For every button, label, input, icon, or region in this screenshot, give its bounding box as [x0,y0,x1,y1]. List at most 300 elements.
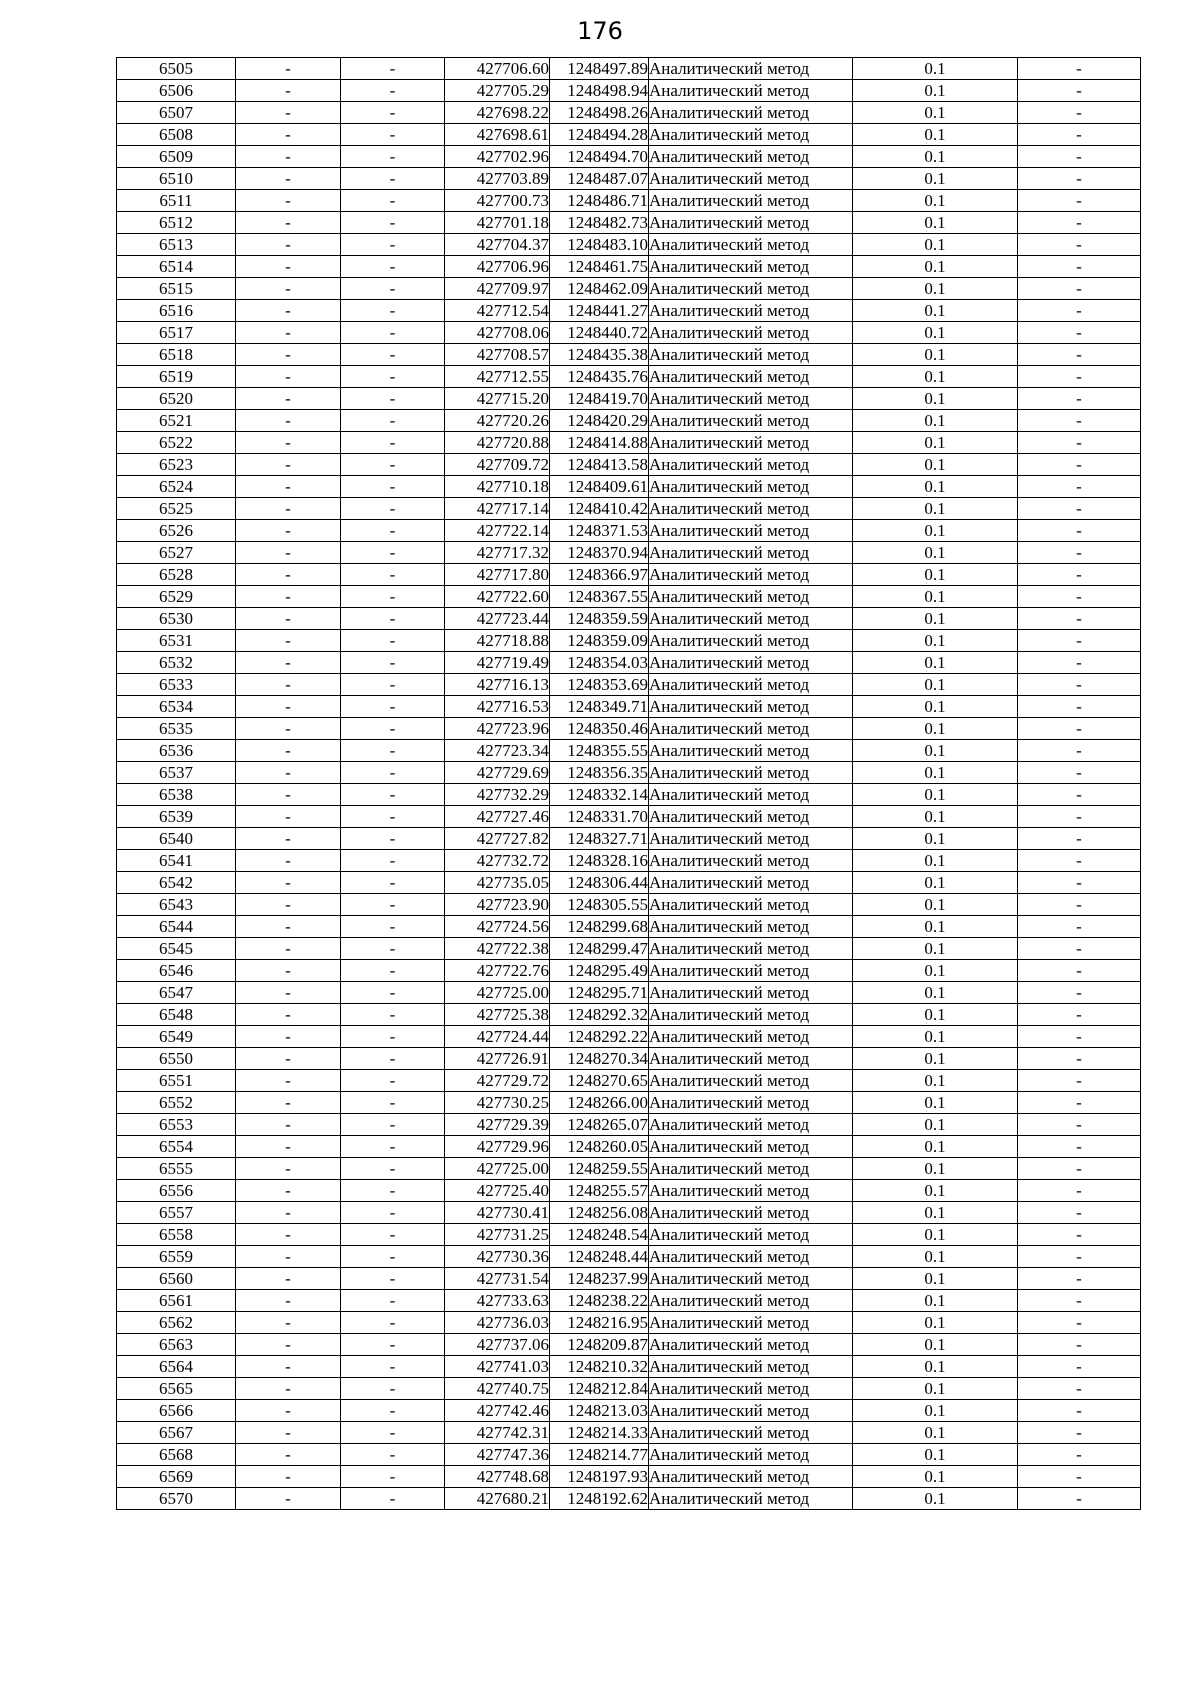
accuracy-cell: 0.1 [853,1114,1018,1136]
table-row [117,388,1141,410]
empty-cell-2: - [236,124,341,146]
accuracy-cell: 0.1 [853,1158,1018,1180]
accuracy-cell: 0.1 [853,344,1018,366]
y-coordinate-cell: 1248210.32 [550,1356,649,1378]
x-coordinate-cell: 427722.14 [445,520,550,542]
y-coordinate-cell: 1248494.70 [550,146,649,168]
y-coordinate-cell: 1248248.44 [550,1246,649,1268]
empty-cell-3: - [341,190,445,212]
point-number-cell: 6544 [117,916,236,938]
method-cell: Аналитический метод [649,1136,853,1158]
x-coordinate-cell: 427723.90 [445,894,550,916]
point-number-cell: 6535 [117,718,236,740]
empty-cell-2: - [236,1444,341,1466]
empty-cell-8: - [1018,80,1141,102]
empty-cell-8: - [1018,344,1141,366]
empty-cell-3: - [341,652,445,674]
x-coordinate-cell: 427715.20 [445,388,550,410]
empty-cell-8: - [1018,168,1141,190]
accuracy-cell: 0.1 [853,1246,1018,1268]
empty-cell-2: - [236,1356,341,1378]
accuracy-cell: 0.1 [853,1312,1018,1334]
empty-cell-3: - [341,322,445,344]
accuracy-cell: 0.1 [853,1180,1018,1202]
table-row [117,652,1141,674]
table-row [117,762,1141,784]
table-row [117,278,1141,300]
point-number-cell: 6559 [117,1246,236,1268]
empty-cell-8: - [1018,740,1141,762]
y-coordinate-cell: 1248486.71 [550,190,649,212]
x-coordinate-cell: 427705.29 [445,80,550,102]
method-cell: Аналитический метод [649,718,853,740]
empty-cell-8: - [1018,388,1141,410]
y-coordinate-cell: 1248332.14 [550,784,649,806]
y-coordinate-cell: 1248299.68 [550,916,649,938]
accuracy-cell: 0.1 [853,58,1018,80]
table-row [117,432,1141,454]
accuracy-cell: 0.1 [853,916,1018,938]
y-coordinate-cell: 1248462.09 [550,278,649,300]
table-row [117,564,1141,586]
empty-cell-3: - [341,806,445,828]
table-row [117,850,1141,872]
y-coordinate-cell: 1248331.70 [550,806,649,828]
empty-cell-8: - [1018,1158,1141,1180]
empty-cell-2: - [236,300,341,322]
method-cell: Аналитический метод [649,344,853,366]
y-coordinate-cell: 1248213.03 [550,1400,649,1422]
point-number-cell: 6508 [117,124,236,146]
accuracy-cell: 0.1 [853,608,1018,630]
point-number-cell: 6526 [117,520,236,542]
empty-cell-8: - [1018,784,1141,806]
method-cell: Аналитический метод [649,454,853,476]
empty-cell-3: - [341,1202,445,1224]
method-cell: Аналитический метод [649,168,853,190]
empty-cell-3: - [341,608,445,630]
y-coordinate-cell: 1248349.71 [550,696,649,718]
empty-cell-2: - [236,1070,341,1092]
empty-cell-2: - [236,960,341,982]
x-coordinate-cell: 427720.26 [445,410,550,432]
method-cell: Аналитический метод [649,300,853,322]
table-row [117,1444,1141,1466]
empty-cell-8: - [1018,674,1141,696]
table-row [117,982,1141,1004]
y-coordinate-cell: 1248295.49 [550,960,649,982]
accuracy-cell: 0.1 [853,960,1018,982]
method-cell: Аналитический метод [649,1444,853,1466]
table-row [117,366,1141,388]
y-coordinate-cell: 1248461.75 [550,256,649,278]
x-coordinate-cell: 427740.75 [445,1378,550,1400]
x-coordinate-cell: 427702.96 [445,146,550,168]
table-row [117,1026,1141,1048]
empty-cell-8: - [1018,762,1141,784]
method-cell: Аналитический метод [649,498,853,520]
point-number-cell: 6553 [117,1114,236,1136]
y-coordinate-cell: 1248260.05 [550,1136,649,1158]
table-row [117,674,1141,696]
empty-cell-2: - [236,718,341,740]
x-coordinate-cell: 427741.03 [445,1356,550,1378]
table-row [117,1246,1141,1268]
empty-cell-2: - [236,1202,341,1224]
table-row [117,1114,1141,1136]
empty-cell-2: - [236,784,341,806]
empty-cell-2: - [236,146,341,168]
x-coordinate-cell: 427723.34 [445,740,550,762]
method-cell: Аналитический метод [649,102,853,124]
empty-cell-2: - [236,1048,341,1070]
x-coordinate-cell: 427712.54 [445,300,550,322]
empty-cell-3: - [341,1422,445,1444]
empty-cell-8: - [1018,102,1141,124]
method-cell: Аналитический метод [649,696,853,718]
accuracy-cell: 0.1 [853,674,1018,696]
x-coordinate-cell: 427706.60 [445,58,550,80]
empty-cell-2: - [236,212,341,234]
method-cell: Аналитический метод [649,1488,853,1510]
empty-cell-8: - [1018,410,1141,432]
point-number-cell: 6506 [117,80,236,102]
x-coordinate-cell: 427698.22 [445,102,550,124]
y-coordinate-cell: 1248192.62 [550,1488,649,1510]
empty-cell-8: - [1018,1466,1141,1488]
method-cell: Аналитический метод [649,1466,853,1488]
empty-cell-3: - [341,1246,445,1268]
accuracy-cell: 0.1 [853,1444,1018,1466]
accuracy-cell: 0.1 [853,498,1018,520]
empty-cell-2: - [236,674,341,696]
y-coordinate-cell: 1248270.34 [550,1048,649,1070]
y-coordinate-cell: 1248494.28 [550,124,649,146]
x-coordinate-cell: 427724.44 [445,1026,550,1048]
y-coordinate-cell: 1248299.47 [550,938,649,960]
table-row [117,630,1141,652]
empty-cell-8: - [1018,1422,1141,1444]
point-number-cell: 6510 [117,168,236,190]
x-coordinate-cell: 427724.56 [445,916,550,938]
point-number-cell: 6514 [117,256,236,278]
point-number-cell: 6512 [117,212,236,234]
empty-cell-8: - [1018,1224,1141,1246]
empty-cell-2: - [236,1466,341,1488]
point-number-cell: 6547 [117,982,236,1004]
point-number-cell: 6541 [117,850,236,872]
empty-cell-8: - [1018,366,1141,388]
method-cell: Аналитический метод [649,1356,853,1378]
empty-cell-3: - [341,938,445,960]
x-coordinate-cell: 427727.46 [445,806,550,828]
method-cell: Аналитический метод [649,124,853,146]
x-coordinate-cell: 427680.21 [445,1488,550,1510]
accuracy-cell: 0.1 [853,80,1018,102]
empty-cell-8: - [1018,1444,1141,1466]
y-coordinate-cell: 1248216.95 [550,1312,649,1334]
point-number-cell: 6562 [117,1312,236,1334]
method-cell: Аналитический метод [649,410,853,432]
empty-cell-8: - [1018,1488,1141,1510]
method-cell: Аналитический метод [649,1334,853,1356]
point-number-cell: 6545 [117,938,236,960]
table-body [117,58,1141,1510]
accuracy-cell: 0.1 [853,410,1018,432]
point-number-cell: 6552 [117,1092,236,1114]
x-coordinate-cell: 427730.41 [445,1202,550,1224]
empty-cell-3: - [341,718,445,740]
point-number-cell: 6569 [117,1466,236,1488]
y-coordinate-cell: 1248419.70 [550,388,649,410]
point-number-cell: 6567 [117,1422,236,1444]
point-number-cell: 6507 [117,102,236,124]
empty-cell-3: - [341,1114,445,1136]
table-row [117,1400,1141,1422]
point-number-cell: 6522 [117,432,236,454]
table-row [117,894,1141,916]
y-coordinate-cell: 1248420.29 [550,410,649,432]
x-coordinate-cell: 427733.63 [445,1290,550,1312]
accuracy-cell: 0.1 [853,564,1018,586]
empty-cell-2: - [236,1400,341,1422]
point-number-cell: 6558 [117,1224,236,1246]
x-coordinate-cell: 427710.18 [445,476,550,498]
point-number-cell: 6568 [117,1444,236,1466]
accuracy-cell: 0.1 [853,740,1018,762]
table-row [117,498,1141,520]
y-coordinate-cell: 1248255.57 [550,1180,649,1202]
x-coordinate-cell: 427717.80 [445,564,550,586]
empty-cell-8: - [1018,432,1141,454]
method-cell: Аналитический метод [649,586,853,608]
method-cell: Аналитический метод [649,58,853,80]
x-coordinate-cell: 427730.36 [445,1246,550,1268]
empty-cell-8: - [1018,1378,1141,1400]
empty-cell-3: - [341,300,445,322]
y-coordinate-cell: 1248256.08 [550,1202,649,1224]
y-coordinate-cell: 1248295.71 [550,982,649,1004]
point-number-cell: 6530 [117,608,236,630]
table-row [117,124,1141,146]
table-row [117,608,1141,630]
empty-cell-3: - [341,1334,445,1356]
empty-cell-3: - [341,542,445,564]
table-row [117,784,1141,806]
y-coordinate-cell: 1248441.27 [550,300,649,322]
empty-cell-8: - [1018,1136,1141,1158]
empty-cell-8: - [1018,1114,1141,1136]
table-row [117,828,1141,850]
empty-cell-2: - [236,850,341,872]
y-coordinate-cell: 1248292.22 [550,1026,649,1048]
empty-cell-2: - [236,1092,341,1114]
table-row [117,58,1141,80]
empty-cell-3: - [341,1488,445,1510]
point-number-cell: 6529 [117,586,236,608]
empty-cell-2: - [236,1026,341,1048]
method-cell: Аналитический метод [649,1378,853,1400]
method-cell: Аналитический метод [649,960,853,982]
method-cell: Аналитический метод [649,1202,853,1224]
accuracy-cell: 0.1 [853,1400,1018,1422]
y-coordinate-cell: 1248248.54 [550,1224,649,1246]
empty-cell-2: - [236,322,341,344]
empty-cell-3: - [341,1026,445,1048]
method-cell: Аналитический метод [649,322,853,344]
empty-cell-8: - [1018,1070,1141,1092]
point-number-cell: 6561 [117,1290,236,1312]
method-cell: Аналитический метод [649,366,853,388]
method-cell: Аналитический метод [649,630,853,652]
x-coordinate-cell: 427700.73 [445,190,550,212]
accuracy-cell: 0.1 [853,432,1018,454]
accuracy-cell: 0.1 [853,1356,1018,1378]
x-coordinate-cell: 427709.72 [445,454,550,476]
table-row [117,212,1141,234]
method-cell: Аналитический метод [649,1312,853,1334]
table-row [117,916,1141,938]
x-coordinate-cell: 427712.55 [445,366,550,388]
empty-cell-3: - [341,366,445,388]
empty-cell-8: - [1018,718,1141,740]
empty-cell-2: - [236,1312,341,1334]
accuracy-cell: 0.1 [853,520,1018,542]
table-row [117,1180,1141,1202]
method-cell: Аналитический метод [649,1026,853,1048]
table-row [117,410,1141,432]
empty-cell-8: - [1018,322,1141,344]
table-row [117,300,1141,322]
x-coordinate-cell: 427722.60 [445,586,550,608]
method-cell: Аналитический метод [649,278,853,300]
method-cell: Аналитический метод [649,388,853,410]
accuracy-cell: 0.1 [853,366,1018,388]
empty-cell-8: - [1018,1004,1141,1026]
empty-cell-2: - [236,652,341,674]
empty-cell-8: - [1018,212,1141,234]
empty-cell-2: - [236,80,341,102]
empty-cell-3: - [341,146,445,168]
empty-cell-3: - [341,520,445,542]
method-cell: Аналитический метод [649,916,853,938]
empty-cell-8: - [1018,806,1141,828]
method-cell: Аналитический метод [649,1158,853,1180]
empty-cell-2: - [236,762,341,784]
method-cell: Аналитический метод [649,542,853,564]
point-number-cell: 6520 [117,388,236,410]
accuracy-cell: 0.1 [853,256,1018,278]
empty-cell-3: - [341,828,445,850]
empty-cell-2: - [236,630,341,652]
empty-cell-3: - [341,102,445,124]
method-cell: Аналитический метод [649,894,853,916]
x-coordinate-cell: 427729.69 [445,762,550,784]
x-coordinate-cell: 427731.54 [445,1268,550,1290]
accuracy-cell: 0.1 [853,146,1018,168]
x-coordinate-cell: 427704.37 [445,234,550,256]
y-coordinate-cell: 1248259.55 [550,1158,649,1180]
table-row [117,168,1141,190]
x-coordinate-cell: 427727.82 [445,828,550,850]
x-coordinate-cell: 427747.36 [445,1444,550,1466]
method-cell: Аналитический метод [649,850,853,872]
method-cell: Аналитический метод [649,1004,853,1026]
accuracy-cell: 0.1 [853,300,1018,322]
x-coordinate-cell: 427716.13 [445,674,550,696]
method-cell: Аналитический метод [649,1224,853,1246]
point-number-cell: 6516 [117,300,236,322]
empty-cell-3: - [341,784,445,806]
empty-cell-3: - [341,674,445,696]
accuracy-cell: 0.1 [853,1466,1018,1488]
x-coordinate-cell: 427735.05 [445,872,550,894]
point-number-cell: 6509 [117,146,236,168]
method-cell: Аналитический метод [649,146,853,168]
method-cell: Аналитический метод [649,872,853,894]
y-coordinate-cell: 1248355.55 [550,740,649,762]
method-cell: Аналитический метод [649,982,853,1004]
table-row [117,1070,1141,1092]
empty-cell-8: - [1018,982,1141,1004]
x-coordinate-cell: 427742.31 [445,1422,550,1444]
empty-cell-8: - [1018,256,1141,278]
y-coordinate-cell: 1248371.53 [550,520,649,542]
y-coordinate-cell: 1248350.46 [550,718,649,740]
point-number-cell: 6565 [117,1378,236,1400]
empty-cell-8: - [1018,542,1141,564]
empty-cell-8: - [1018,960,1141,982]
accuracy-cell: 0.1 [853,762,1018,784]
point-number-cell: 6518 [117,344,236,366]
y-coordinate-cell: 1248367.55 [550,586,649,608]
y-coordinate-cell: 1248328.16 [550,850,649,872]
table-row [117,1004,1141,1026]
empty-cell-2: - [236,102,341,124]
accuracy-cell: 0.1 [853,1092,1018,1114]
point-number-cell: 6533 [117,674,236,696]
method-cell: Аналитический метод [649,938,853,960]
point-number-cell: 6525 [117,498,236,520]
empty-cell-3: - [341,960,445,982]
empty-cell-8: - [1018,124,1141,146]
empty-cell-3: - [341,630,445,652]
point-number-cell: 6542 [117,872,236,894]
accuracy-cell: 0.1 [853,696,1018,718]
empty-cell-8: - [1018,234,1141,256]
empty-cell-3: - [341,476,445,498]
y-coordinate-cell: 1248237.99 [550,1268,649,1290]
x-coordinate-cell: 427731.25 [445,1224,550,1246]
y-coordinate-cell: 1248435.76 [550,366,649,388]
y-coordinate-cell: 1248410.42 [550,498,649,520]
method-cell: Аналитический метод [649,652,853,674]
empty-cell-3: - [341,1290,445,1312]
table-row [117,344,1141,366]
empty-cell-3: - [341,80,445,102]
empty-cell-8: - [1018,850,1141,872]
accuracy-cell: 0.1 [853,586,1018,608]
y-coordinate-cell: 1248353.69 [550,674,649,696]
accuracy-cell: 0.1 [853,388,1018,410]
x-coordinate-cell: 427748.68 [445,1466,550,1488]
empty-cell-3: - [341,432,445,454]
y-coordinate-cell: 1248370.94 [550,542,649,564]
empty-cell-3: - [341,58,445,80]
accuracy-cell: 0.1 [853,718,1018,740]
accuracy-cell: 0.1 [853,190,1018,212]
empty-cell-3: - [341,1224,445,1246]
